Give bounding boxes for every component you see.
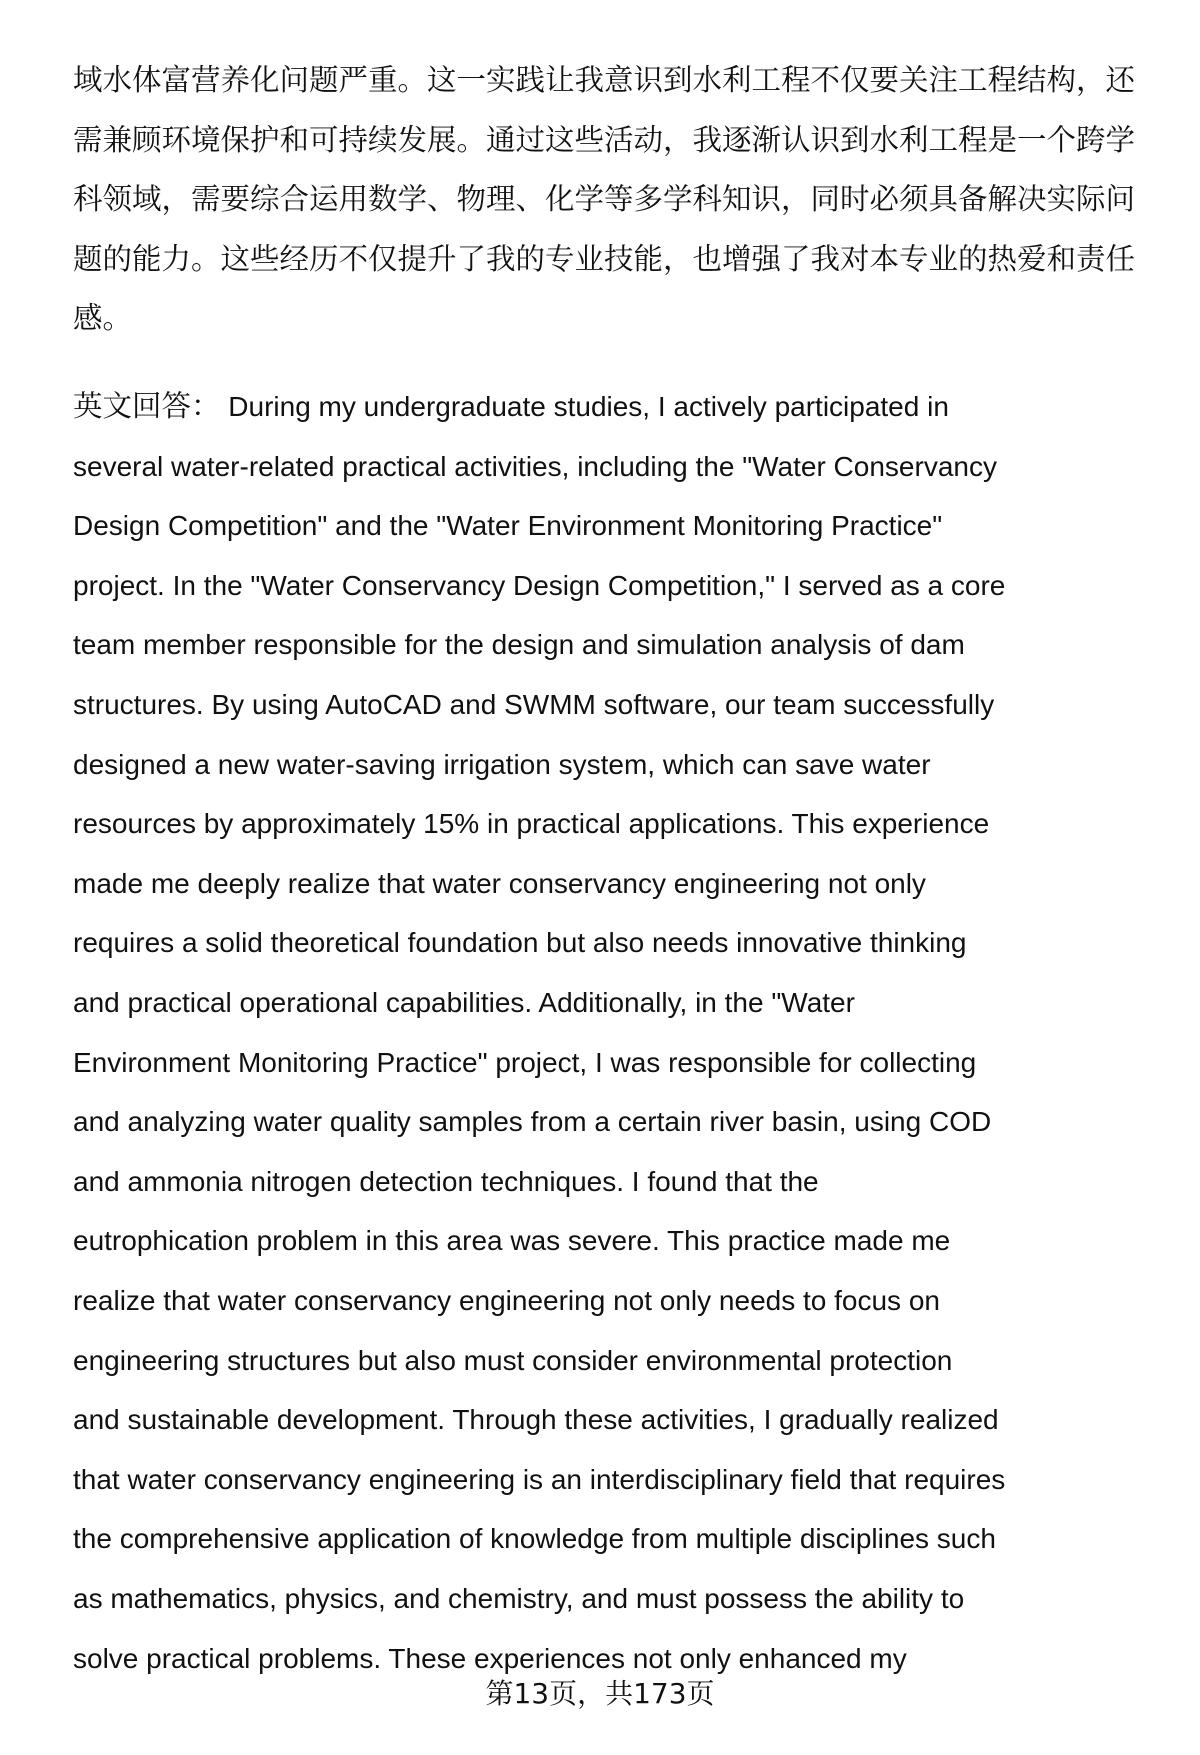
english-text-line: engineering structures but also must consider environmental protection <box>73 1344 953 1376</box>
page-number: 第13页，共173页 <box>485 1677 715 1710</box>
english-text-line: realize that water conservancy engineering not only needs to focus on <box>73 1285 940 1316</box>
english-text-line: several water-related practical activities, including the "Water Conservancy <box>73 450 997 482</box>
english-text-line: as mathematics, physics, and chemistry, and must possess the ability to <box>73 1583 965 1614</box>
english-answer-label: 英文回答： <box>73 390 221 423</box>
english-text-line: eutrophication problem in this area was severe. This practice made me <box>73 1225 951 1257</box>
english-text-line <box>73 377 949 437</box>
english-text-line: the comprehensive application of knowledge from multiple disciplines such <box>73 1523 996 1555</box>
english-text: During my undergraduate studies, I actively participated in <box>220 391 949 422</box>
english-text-line: and sustainable development. Through these activities, I gradually realized <box>73 1404 999 1436</box>
chinese-text-line: 需兼顾环境保护和可持续发展。通过这些活动，我逐渐认识到水利工程是一个跨学 <box>73 122 1136 157</box>
english-text-line: Design Competition" and the "Water Environment Monitoring Practice" <box>73 510 943 542</box>
english-text-line: Environment Monitoring Practice" project, I was responsible for collecting <box>73 1046 977 1078</box>
english-text-line: and practical operational capabilities. Additionally, in the "Water <box>73 987 855 1018</box>
english-text-line: solve practical problems. These experiences not only enhanced my <box>73 1642 907 1674</box>
chinese-text-line: 域水体富营养化问题严重。这一实践让我意识到水利工程不仅要关注工程结构，还 <box>73 63 1136 97</box>
english-text-line: requires a solid theoretical foundation but also needs innovative thinking <box>73 927 967 959</box>
english-text-line: designed a new water-saving irrigation system, which can save water <box>73 748 931 780</box>
english-text-line: project. In the "Water Conservancy Design Competition," I served as a core <box>73 569 1006 601</box>
english-text-line: and analyzing water quality samples from a certain river basin, using COD <box>73 1106 992 1138</box>
chinese-text-line: 科领域，需要综合运用数学、物理、化学等多学科知识，同时必须具备解决实际问 <box>73 182 1136 217</box>
english-text-line: team member responsible for the design and simulation analysis of dam <box>73 629 965 661</box>
english-text-line: structures. By using AutoCAD and SWMM software, our team successfully <box>73 689 995 720</box>
english-text-line: made me deeply realize that water conservancy engineering not only <box>73 867 926 899</box>
chinese-text-line: 题的能力。这些经历不仅提升了我的专业技能，也增强了我对本专业的热爱和责任 <box>73 241 1136 276</box>
english-text-line: resources by approximately 15% in practical applications. This experience <box>73 808 990 840</box>
english-text-line: and ammonia nitrogen detection techniques. I found that the <box>73 1165 819 1197</box>
english-text-line: that water conservancy engineering is an interdisciplinary field that requires <box>73 1463 1006 1495</box>
chinese-text-line: 感。 <box>73 301 133 336</box>
